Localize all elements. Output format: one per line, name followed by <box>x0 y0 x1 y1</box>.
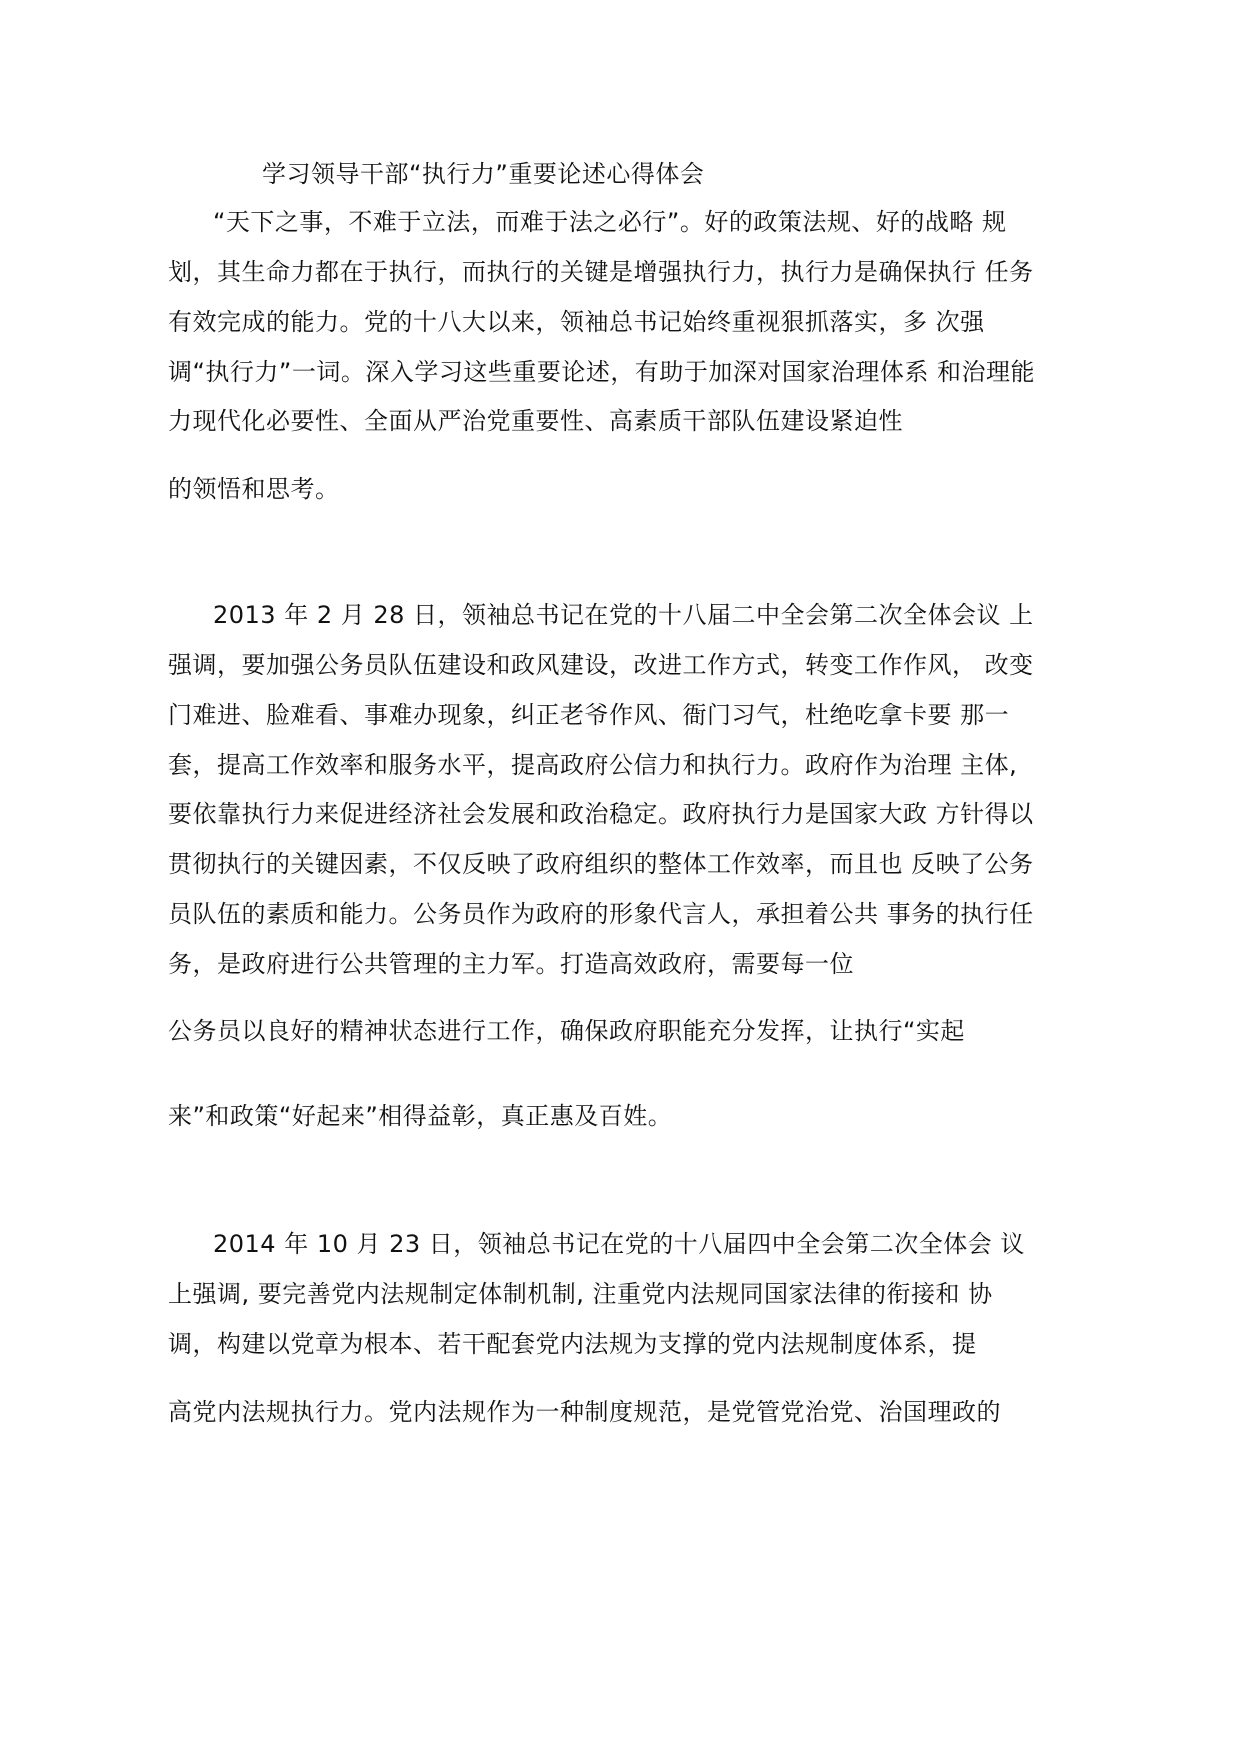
paragraph-1-line-6: 的领悟和思考。 <box>168 475 340 503</box>
paragraph-2-line-1: 2013 年 2 月 28 日，领袖总书记在党的十八届二中全会第二次全体会议 上 <box>213 601 1034 629</box>
paragraph-2-line-9: 公务员以良好的精神状态进行工作，确保政府职能充分发挥，让执行“实起 <box>168 1017 965 1045</box>
paragraph-1-line-4: 调“执行力”一词。深入学习这些重要论述，有助于加深对国家治理体系 和治理能 <box>168 358 1035 386</box>
paragraph-1-line-2: 划，其生命力都在于执行，而执行的关键是增强执行力，执行力是确保执行 任务 <box>168 258 1034 286</box>
paragraph-1-line-5: 力现代化必要性、全面从严治党重要性、高素质干部队伍建设紧迫性 <box>168 407 903 435</box>
paragraph-2-line-7: 员队伍的素质和能力。公务员作为政府的形象代言人，承担着公共 事务的执行任 <box>168 900 1034 928</box>
paragraph-3-line-2: 上强调, 要完善党内法规制定体制机制, 注重党内法规同国家法律的衔接和 协 <box>168 1280 993 1308</box>
paragraph-2-line-5: 要依靠执行力来促进经济社会发展和政治稳定。政府执行力是国家大政 方针得以 <box>168 800 1034 828</box>
paragraph-3-line-4: 高党内法规执行力。党内法规作为一种制度规范，是党管党治党、治国理政的 <box>168 1398 1001 1426</box>
paragraph-3-line-3: 调，构建以党章为根本、若干配套党内法规为支撑的党内法规制度体系，提 <box>168 1330 977 1358</box>
paragraph-1-line-1: “天下之事，不难于立法，而难于法之必行”。好的政策法规、好的战略 规 <box>213 208 1007 236</box>
paragraph-1-line-3: 有效完成的能力。党的十八大以来，领袖总书记始终重视狠抓落实，多 次强 <box>168 308 985 336</box>
document-title: 学习领导干部“执行力”重要论述心得体会 <box>262 160 705 188</box>
paragraph-2-line-3: 门难进、脸难看、事难办现象，纠正老爷作风、衙门习气，杜绝吃拿卡要 那一 <box>168 701 1010 729</box>
paragraph-2-line-8: 务，是政府进行公共管理的主力军。打造高效政府，需要每一位 <box>168 950 854 978</box>
paragraph-3-line-1: 2014 年 10 月 23 日，领袖总书记在党的十八届四中全会第二次全体会 议 <box>213 1230 1025 1258</box>
paragraph-2-line-6: 贯彻执行的关键因素，不仅反映了政府组织的整体工作效率，而且也 反映了公务 <box>168 850 1034 878</box>
paragraph-2-line-10: 来”和政策“好起来”相得益彰，真正惠及百姓。 <box>168 1102 673 1130</box>
paragraph-2-line-2: 强调，要加强公务员队伍建设和政风建设，改进工作方式，转变工作作风， 改变 <box>168 651 1034 679</box>
paragraph-2-line-4: 套，提高工作效率和服务水平，提高政府公信力和执行力。政府作为治理 主体, <box>168 751 1018 779</box>
